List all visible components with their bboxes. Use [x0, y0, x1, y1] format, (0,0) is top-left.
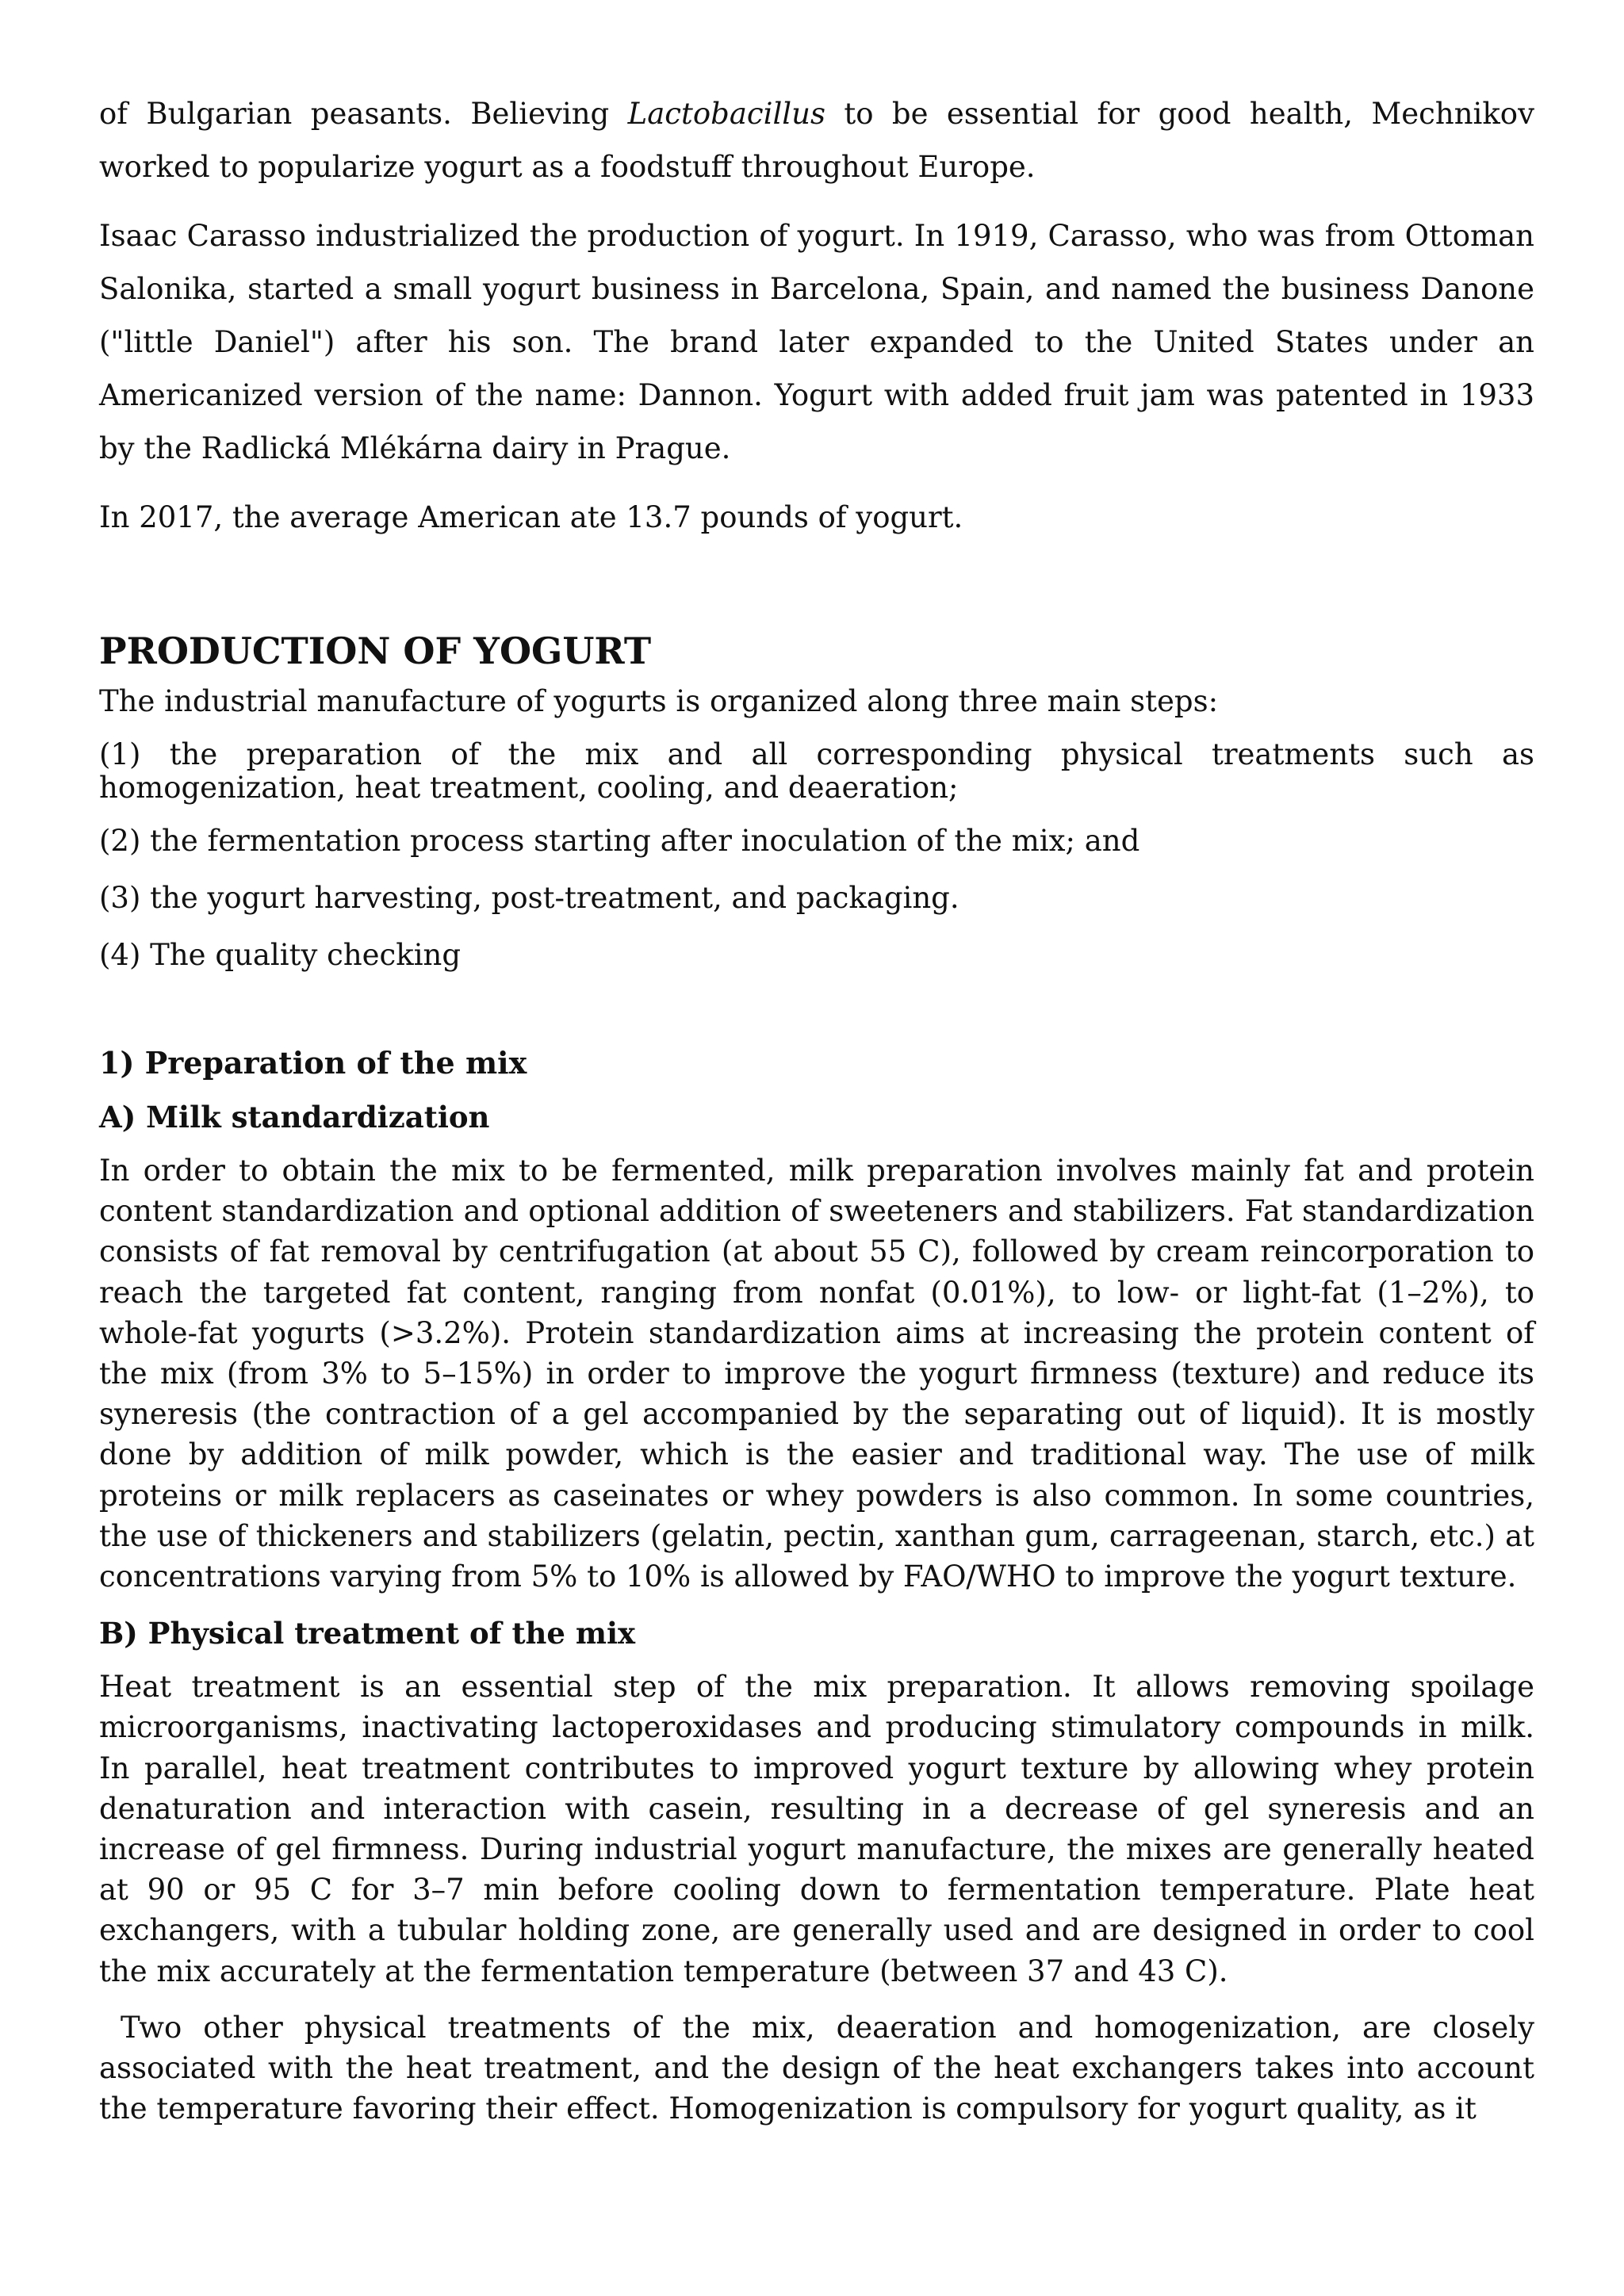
production-step-2: (2) the fermentation process starting after inoculation of the mix; and	[99, 824, 1140, 858]
intro-paragraph-1	[99, 87, 1534, 193]
intro-paragraph-2: Isaac Carasso industrialized the production of yogurt. In 1919, Carasso, who was from Ottoman Salonika, started a small yogurt business in Barcelona, Spain, and named the business Danone ("little Daniel") after his son. The brand later expanded to the United States under an Americanized version of the name: Dannon. Yogurt with added fruit jam was patented in 1933 by the Radlická Mlékárna dairy in Prague.	[99, 219, 1534, 465]
production-step-4: (4) The quality checking	[99, 938, 462, 972]
production-heading: PRODUCTION OF YOGURT	[99, 629, 652, 672]
section-1-heading: 1) Preparation of the mix	[99, 1045, 527, 1081]
physical-treatment-text-1: Heat treatment is an essential step of the mix preparation. It allows removing spoilage microorganisms, inactivating lactoperoxidases and producing stimulatory compounds in milk. In parallel, heat treatment contributes to improved yogurt texture by allowing whey protein denaturation and interaction with casein, resulting in a decrease of gel syneresis and an increase of gel firmness. During industrial yogurt manufacture, the mixes are generally heated at 90 or 95 C for 3–7 min before cooling down to fermentation temperature. Plate heat exchangers, with a tubular holding zone, are generally used and are designed in order to cool the mix accurately at the fermentation temperature (between 37 and 43 C).	[99, 1670, 1534, 1988]
intro-p1-end: to be essential for good health, Mechnikov worked to popularize yogurt as a foodstuff throughout Europe.	[99, 97, 1534, 184]
intro-p1-start: of Bulgarian peasants. Believing	[99, 97, 628, 131]
intro-paragraph-3: In 2017, the average American ate 13.7 pounds of yogurt.	[99, 500, 963, 534]
production-step-1: (1) the preparation of the mix and all corresponding physical treatments such as homogenization, heat treatment, cooling, and deaeration;	[99, 737, 1534, 805]
document-page	[99, 87, 1544, 2140]
intro-p1-italic-term: Lactobacillus	[627, 97, 825, 131]
milk-standardization-text: In order to obtain the mix to be fermented, milk preparation involves mainly fat and protein content standardization and optional addition of sweeteners and stabilizers. Fat standardization consists of fat removal by centrifugation (at about 55 C), followed by cream reincorporation to reach the targeted fat content, ranging from nonfat (0.01%), to low- or light-fat (1–2%), to whole-fat yogurts (>3.2%). Protein standardization aims at increasing the protein content of the mix (from 3% to 5–15%) in order to improve the yogurt firmness (texture) and reduce its syneresis (the contraction of a gel accompanied by the separating out of liquid). It is mostly done by addition of milk powder, which is the easier and traditional way. The use of milk proteins or milk replacers as caseinates or whey powders is also common. In some countries, the use of thickeners and stabilizers (gelatin, pectin, xanthan gum, carrageenan, starch, etc.) at concentrations varying from 5% to 10% is allowed by FAO/WHO to improve the yogurt texture.	[99, 1154, 1534, 1594]
milk-standardization-heading: A) Milk standardization	[99, 1100, 490, 1135]
physical-treatment-heading: B) Physical treatment of the mix	[99, 1616, 636, 1651]
physical-treatment-text-2: Two other physical treatments of the mix, deaeration and homogenization, are closely associated with the heat treatment, and the design of the heat exchangers takes into account the temperature favoring their effect. Homogenization is compulsory for yogurt quality, as it	[99, 2010, 1544, 2126]
production-step-3: (3) the yogurt harvesting, post-treatment, and packaging.	[99, 881, 959, 915]
production-lead: The industrial manufacture of yogurts is organized along three main steps:	[99, 684, 1219, 718]
